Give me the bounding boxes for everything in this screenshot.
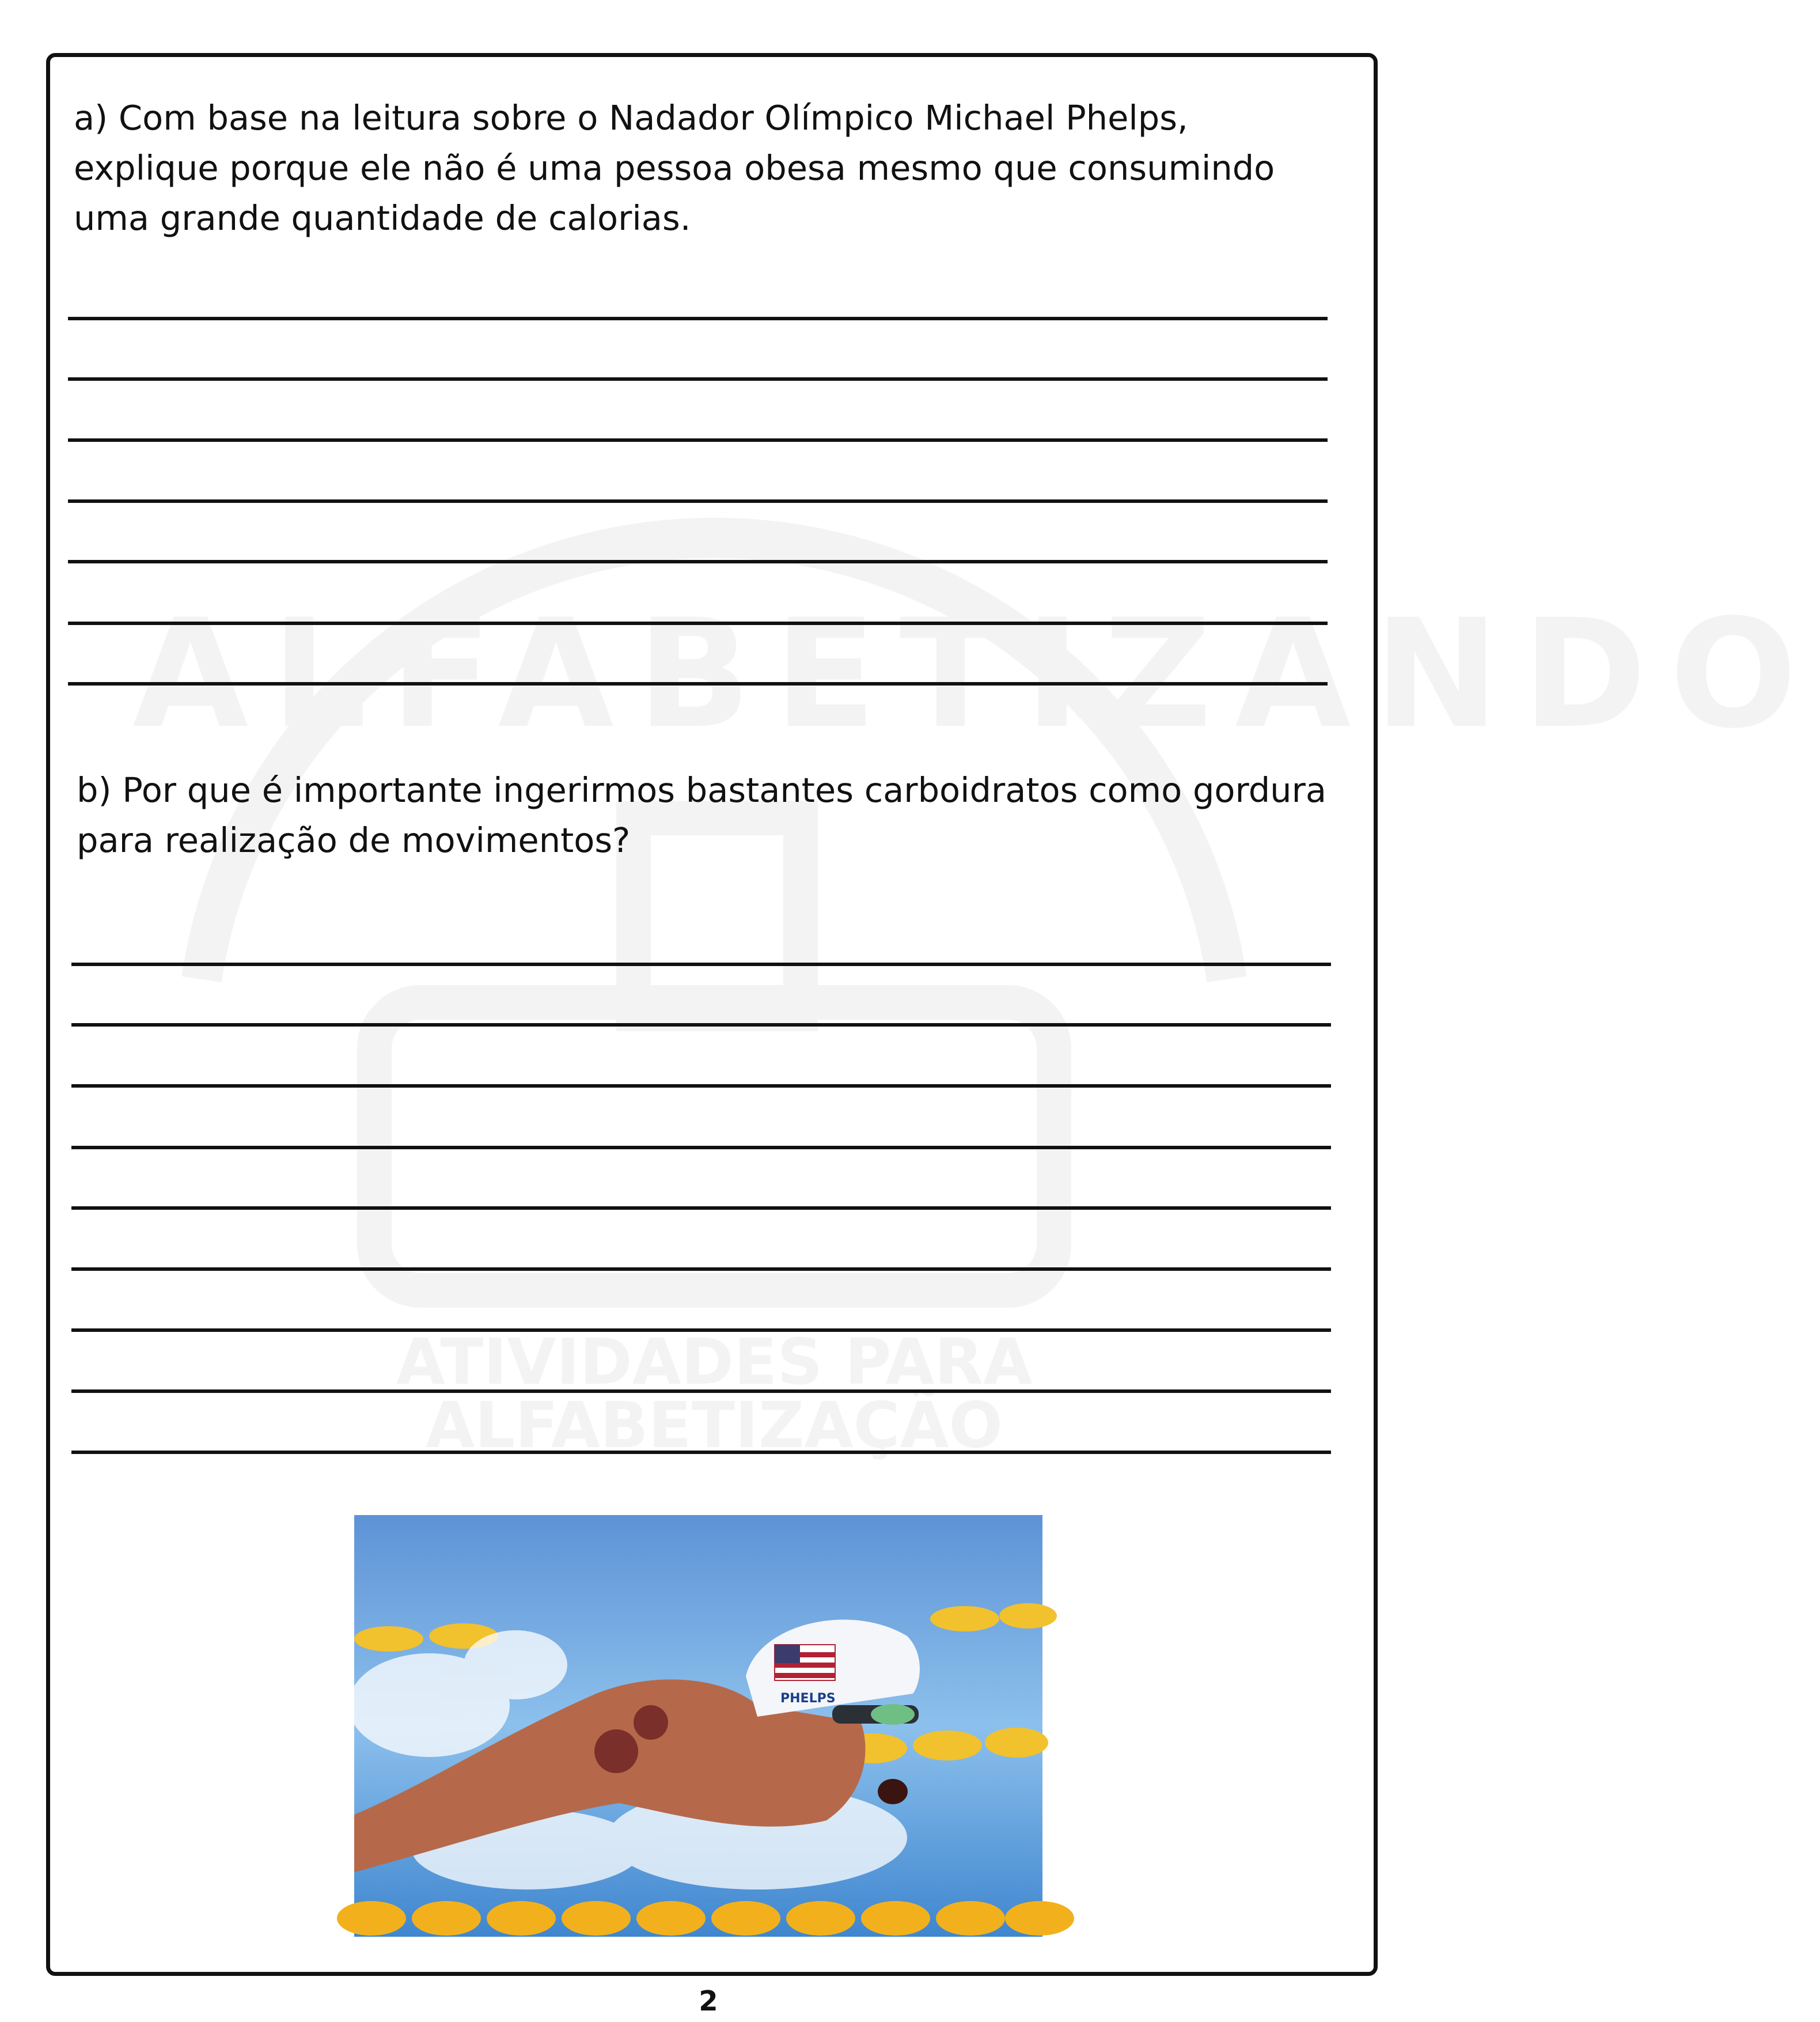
answer-line[interactable] [71,1267,1331,1271]
page-number: 2 [699,1985,718,2017]
swimmer-photo [354,1515,1042,1937]
swimmer-illustration [354,1515,1042,1937]
answer-line[interactable] [68,622,1328,625]
answer-line[interactable] [71,1206,1331,1210]
answer-line[interactable] [71,1328,1331,1332]
answer-line[interactable] [71,1451,1331,1454]
answer-line[interactable] [68,317,1328,320]
watermark-line1: ATIVIDADES PARA [396,1325,1033,1399]
watermark-line2: ALFABETIZAÇÃO [425,1388,1003,1462]
answer-line[interactable] [71,1146,1331,1149]
answer-line[interactable] [71,963,1331,966]
flag-icon [775,1645,835,1680]
answer-line[interactable] [68,560,1328,563]
question-a: a) Com base na leitura sobre o Nadador Olímpico Michael Phelps, explique porque ele não é uma pessoa obesa mesmo que consumindo uma grande quantidade de calorias. [74,98,1275,238]
answer-line[interactable] [71,1389,1331,1393]
answer-line[interactable] [71,1023,1331,1027]
question-b: b) Por que é importante ingerirmos bastantes carboidratos como gordura para realização de movimentos? [77,770,1326,860]
cap-label: PHELPS [780,1691,836,1706]
answer-line[interactable] [68,499,1328,503]
watermark-arc-text: ALFABETIZANDO [132,588,1820,762]
answer-line[interactable] [71,1084,1331,1088]
answer-line[interactable] [68,377,1328,381]
answer-line[interactable] [68,438,1328,442]
answer-line[interactable] [68,682,1328,686]
